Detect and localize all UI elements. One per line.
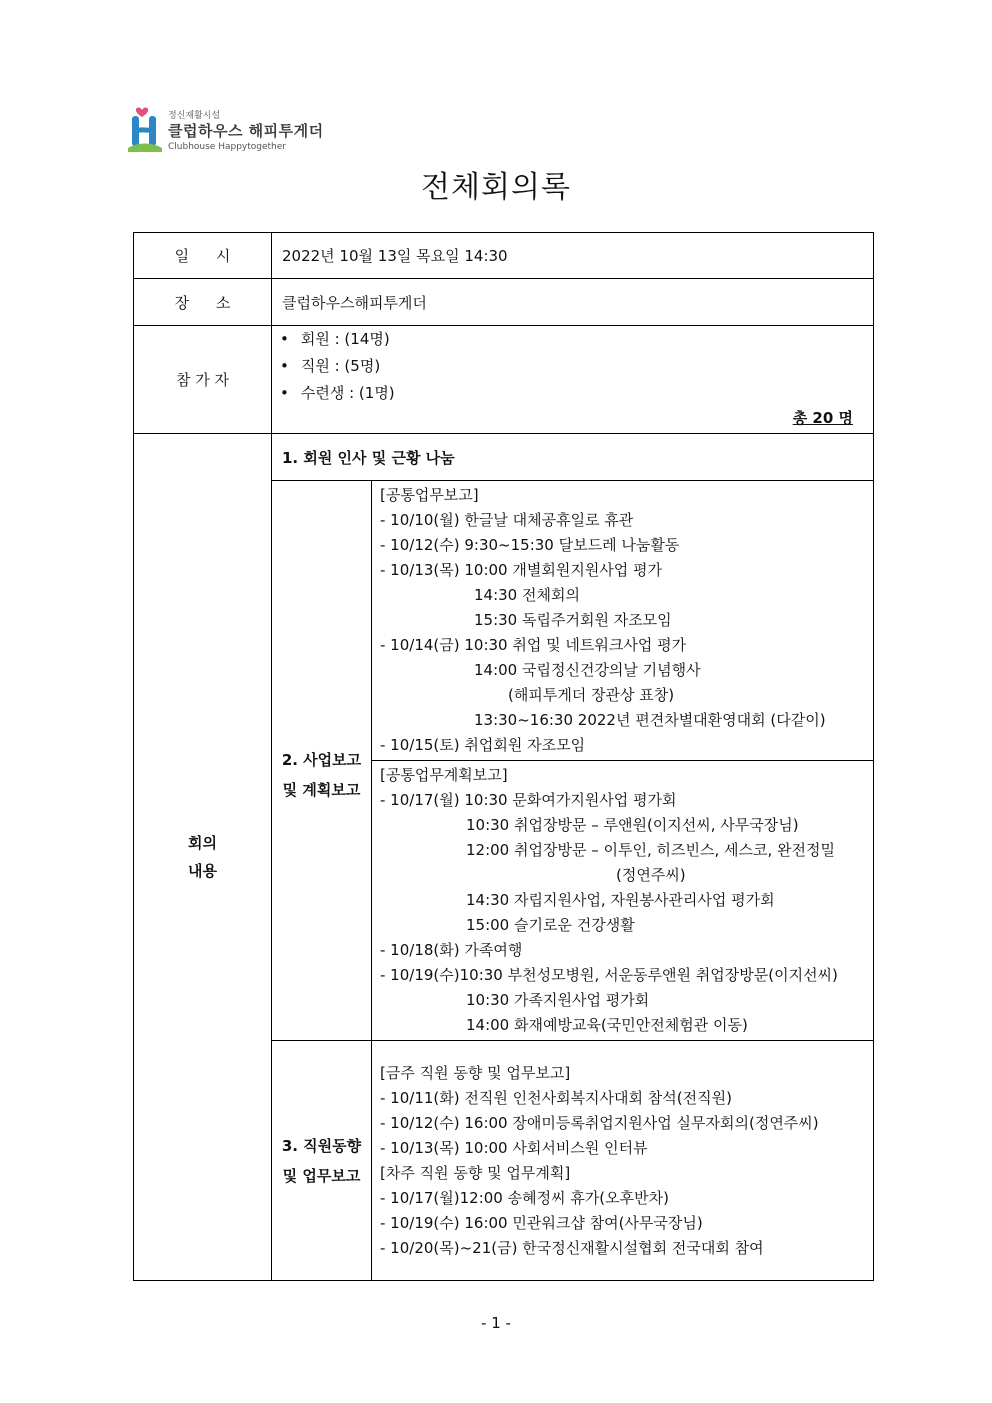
section1-heading: 1. 회원 인사 및 근황 나눔 [272,434,874,481]
section2-content [372,481,874,1041]
staff-item: - 10/12(수) 16:00 장애미등록취업지원사업 실무자회의(정연주씨) [380,1113,819,1132]
staff-item: - 10/19(수) 16:00 민관워크샵 참여(사무국장님) [380,1213,703,1232]
plan-item: 14:30 자립지원사업, 자원봉사관리사업 평가회 [466,891,775,909]
staff-heading: [금주 직원 동향 및 업무보고] [380,1063,571,1082]
plan-item: 15:00 슬기로운 건강생활 [466,916,635,934]
date-row [134,233,874,279]
attendee-total [272,407,873,433]
organization-logo [128,104,328,156]
plan-item: 12:00 취업장방문 – 이투인, 히즈빈스, 세스코, 완전정밀 [466,841,835,859]
staff-report [372,1059,873,1263]
attendee-trainee: • 수련생 : (1명) [280,380,873,407]
attendees-row [134,326,874,434]
section1-row [134,434,874,481]
work-report [372,481,873,760]
logo-name: 클럽하우스 해피투게더 [168,122,324,140]
plan-item: - 10/17(월) 10:30 문화여가지원사업 평가회 [380,791,677,809]
staff-item: - 10/20(목)~21(금) 한국정신재활시설협회 전국대회 참여 [380,1238,764,1257]
report-item: - 10/14(금) 10:30 취업 및 네트워크사업 평가 [380,636,687,654]
date-label: 일 시 [134,233,272,279]
report-item: - 10/10(월) 한글날 대체공휴일로 휴관 [380,511,634,529]
report-item: 15:30 독립주거회원 자조모임 [474,611,672,629]
report-item: - 10/15(토) 취업회원 자조모임 [380,736,586,754]
attendee-members: • 회원 : (14명) [280,326,873,353]
section2-label-line1: 2. 사업보고 [281,750,362,769]
meeting-label-line1: 회의 [188,834,217,852]
section3-label [272,1041,372,1281]
page-number: - 1 - [481,1314,511,1332]
report-item: (해피투게더 장관상 표창) [508,686,675,704]
place-label: 장 소 [134,279,272,326]
minutes-table [133,232,874,1281]
place-value: 클럽하우스해피투게더 [272,279,874,326]
section2-label [272,481,372,1041]
work-plan [372,760,873,1040]
staff-item: - 10/11(화) 전직원 인천사회복지사대회 참석(전직원) [380,1088,732,1107]
date-value: 2022년 10월 13일 목요일 14:30 [272,233,874,279]
attendee-list [272,326,873,407]
report-heading: [공통업무보고] [380,486,479,504]
section3-label-line2: 및 업무보고 [282,1166,361,1185]
attendees-label: 참 가 자 [134,326,272,434]
report-item: - 10/13(목) 10:00 개별회원지원사업 평가 [380,561,663,579]
attendee-total-text: 총 20 명 [792,409,853,427]
plan-heading: [공통업무계획보고] [380,766,508,784]
meeting-label-line2: 내용 [188,862,217,880]
logo-subtitle: 정신재활시설 [168,111,221,121]
plan-item: 10:30 가족지원사업 평가회 [466,991,650,1009]
attendee-staff: • 직원 : (5명) [280,353,873,380]
place-row [134,279,874,326]
plan-item: (정연주씨) [616,866,686,884]
section3-content [372,1041,874,1281]
report-item: 14:00 국립정신건강의날 기념행사 [474,661,701,679]
attendees-cell [272,326,874,434]
staff-heading: [차주 직원 동향 및 업무계획] [380,1163,571,1182]
section3-label-line1: 3. 직원동향 [281,1136,362,1155]
section2-label-line2: 및 계획보고 [282,780,361,799]
report-item: 13:30~16:30 2022년 편견차별대환영대회 (다같이) [474,711,826,729]
plan-item: - 10/19(수)10:30 부천성모병원, 서운동루앤원 취업장방문(이지선씨) [380,966,838,984]
document-title: 전체회의록 [421,170,571,205]
staff-item: - 10/17(월)12:00 송혜정씨 휴가(오후반차) [380,1188,669,1207]
logo-mark-icon [128,104,164,154]
plan-item: - 10/18(화) 가족여행 [380,941,523,959]
logo-english-name: Clubhouse Happytogether [168,142,286,152]
staff-item: - 10/13(목) 10:00 사회서비스원 인터뷰 [380,1138,648,1157]
report-item: - 10/12(수) 9:30~15:30 달보드레 나눔활동 [380,536,680,554]
meeting-content-label [134,434,272,1281]
plan-item: 14:00 화재예방교육(국민안전체험관 이동) [466,1016,748,1034]
plan-item: 10:30 취업장방문 – 루앤원(이지선씨, 사무국장님) [466,816,799,834]
report-item: 14:30 전체회의 [474,586,580,604]
